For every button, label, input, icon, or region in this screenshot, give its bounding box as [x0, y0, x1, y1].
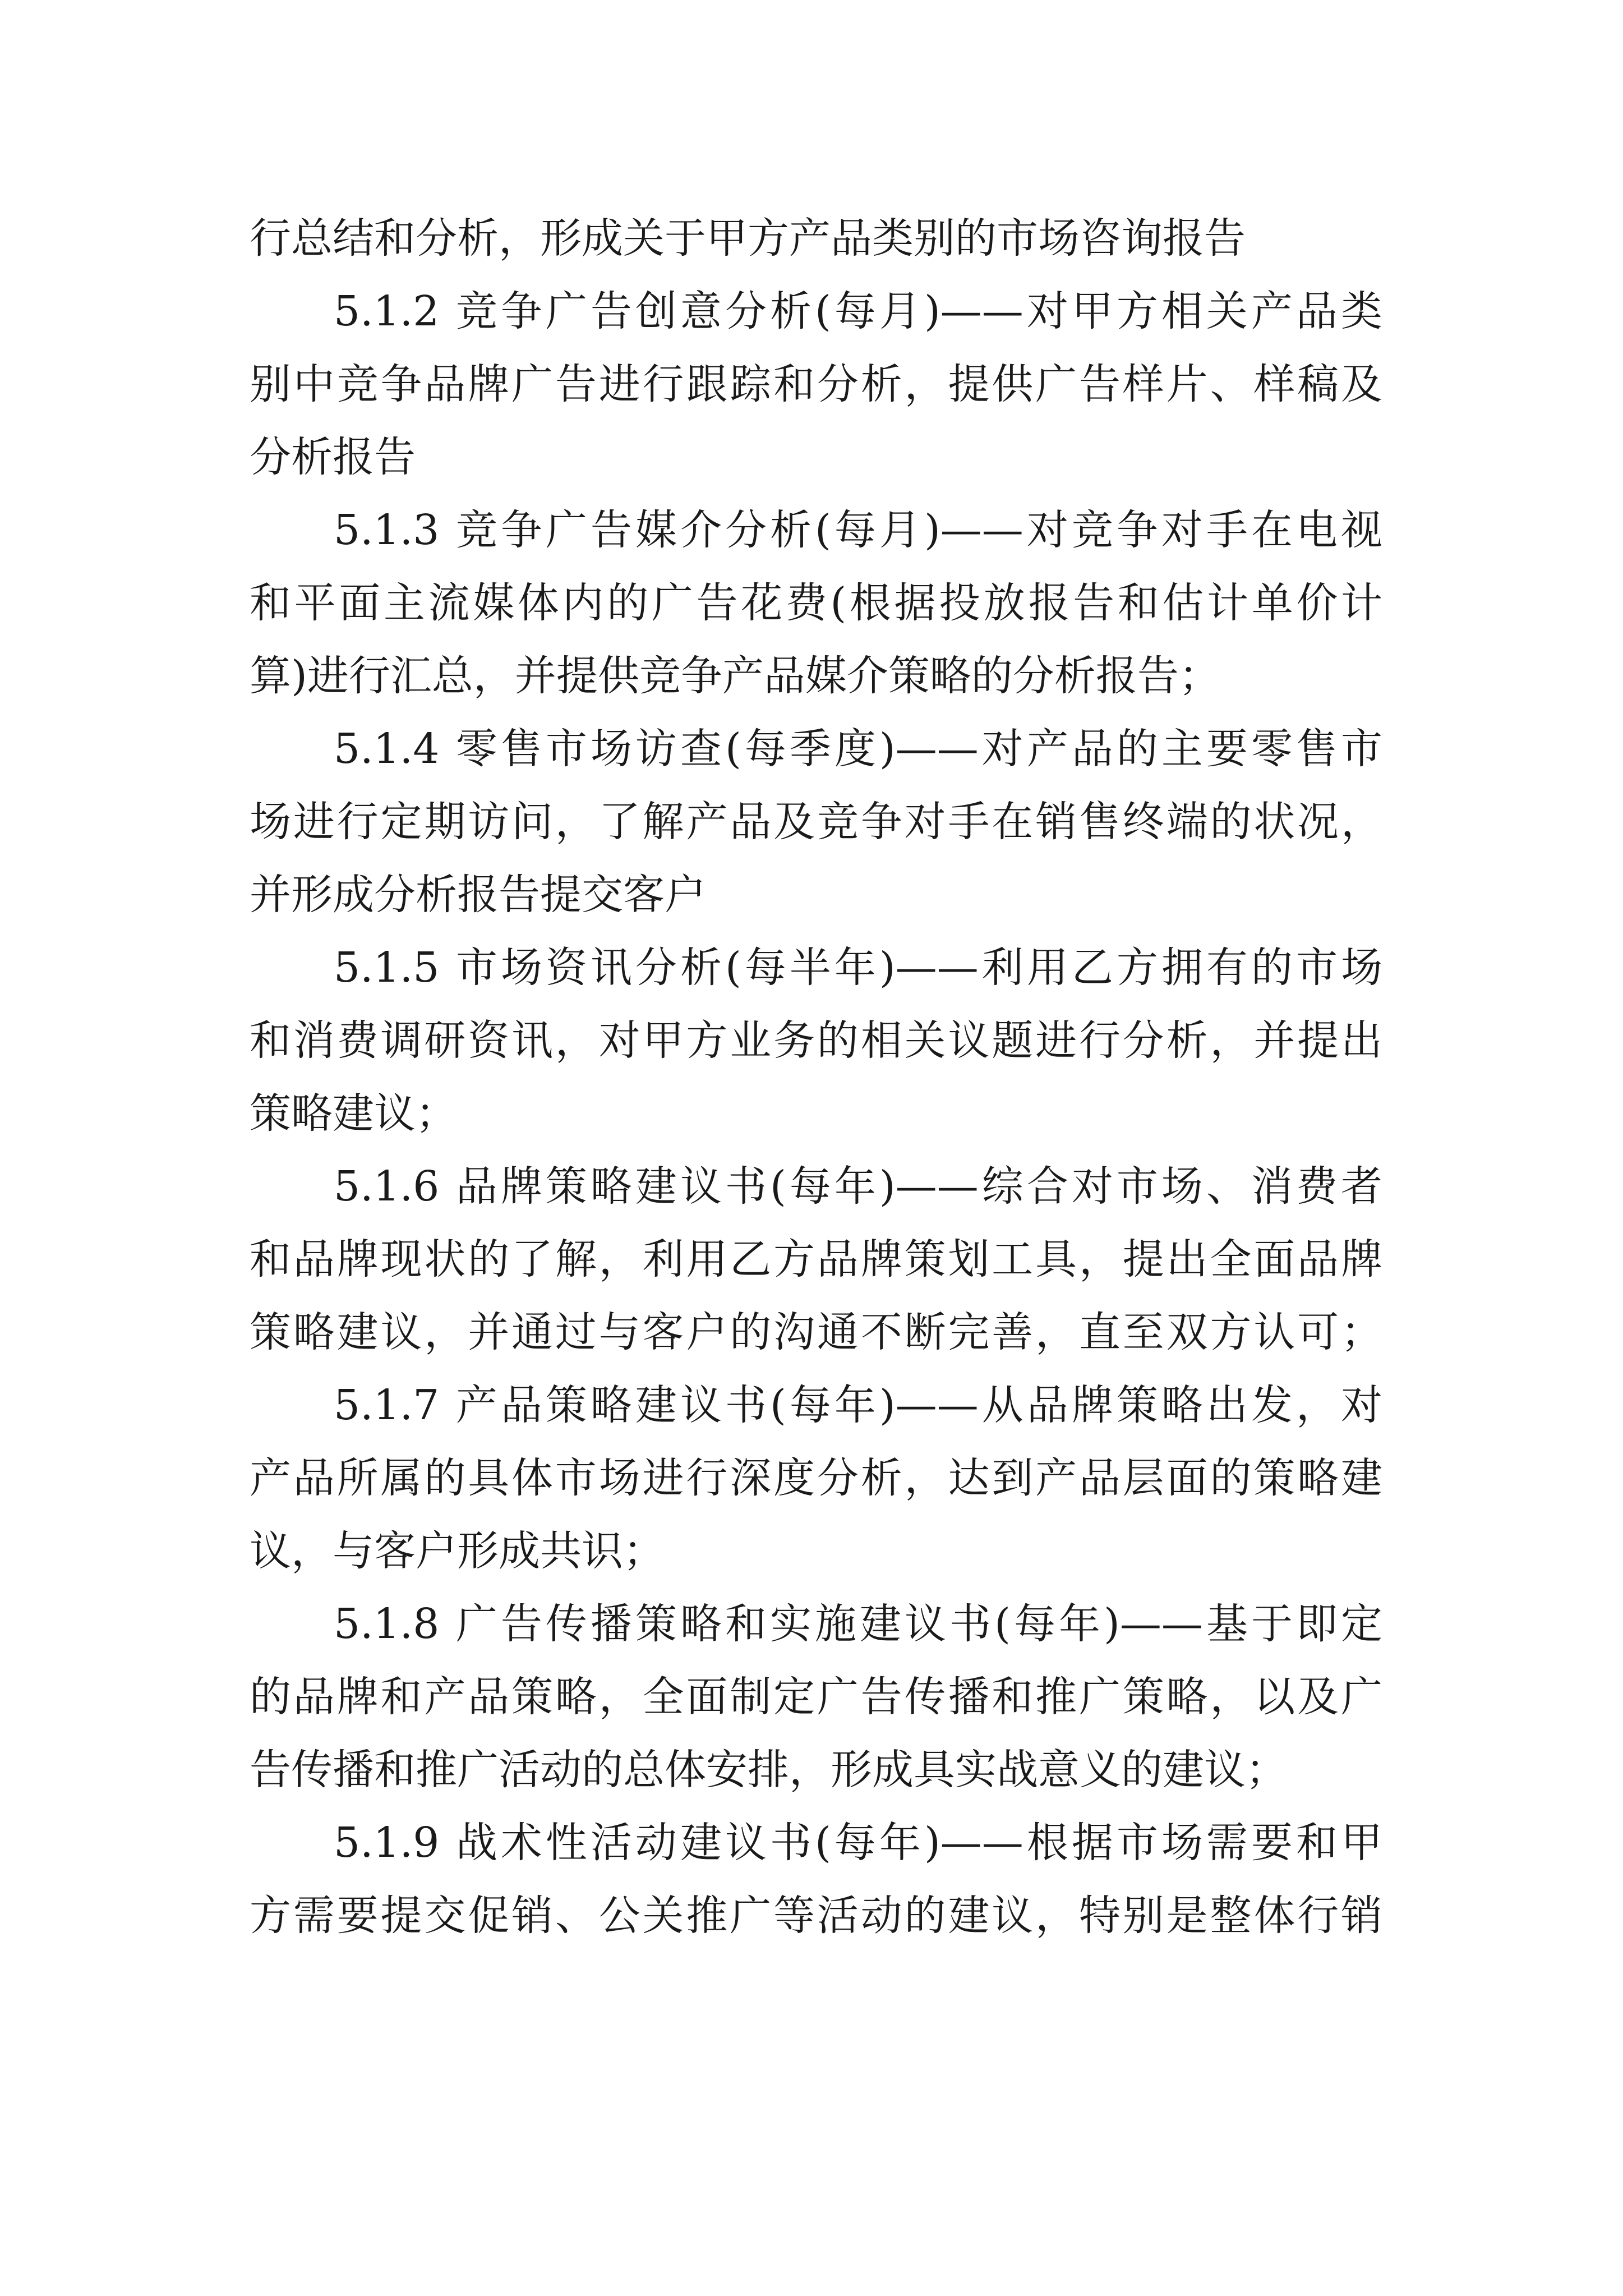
text-line: 算)进行汇总，并提供竞争产品媒介策略的分析报告；: [250, 652, 1220, 700]
section-heading-line: 5.1.5 市场资讯分析(每半年)——利用乙方拥有的市场: [334, 944, 1382, 992]
text-line: 和平面主流媒体内的广告花费(根据投放报告和估计单价计: [250, 579, 1382, 627]
section-heading-line: 5.1.7 产品策略建议书(每年)——从品牌策略出发，对: [334, 1381, 1382, 1429]
document-page: [250, 202, 1382, 1952]
text-line: 场进行定期访问，了解产品及竞争对手在销售终端的状况，: [250, 798, 1382, 846]
section-heading-line: 5.1.6 品牌策略建议书(每年)——综合对市场、消费者: [334, 1162, 1382, 1211]
section-heading-line: 5.1.2 竞争广告创意分析(每月)——对甲方相关产品类: [334, 287, 1382, 335]
section-heading-line: 5.1.4 零售市场访查(每季度)——对产品的主要零售市: [334, 725, 1382, 773]
text-line: 并形成分析报告提交客户: [250, 871, 706, 919]
text-line: 策略建议，并通过与客户的沟通不断完善，直至双方认可；: [250, 1308, 1382, 1356]
section-heading-line: 5.1.8 广告传播策略和实施建议书(每年)——基于即定: [334, 1600, 1382, 1648]
text-line: 产品所属的具体市场进行深度分析，达到产品层面的策略建: [250, 1454, 1382, 1502]
text-line: 策略建议；: [250, 1089, 457, 1138]
text-line: 和品牌现状的了解，利用乙方品牌策划工具，提出全面品牌: [250, 1235, 1382, 1283]
section-heading-line: 5.1.3 竞争广告媒介分析(每月)——对竞争对手在电视: [334, 506, 1382, 554]
section-heading-line: 5.1.9 战术性活动建议书(每年)——根据市场需要和甲: [334, 1819, 1382, 1867]
text-line: 分析报告: [250, 433, 416, 481]
text-line: 别中竞争品牌广告进行跟踪和分析，提供广告样片、样稿及: [250, 360, 1382, 408]
text-line: 的品牌和产品策略，全面制定广告传播和推广策略，以及广: [250, 1673, 1382, 1721]
text-line: 告传播和推广活动的总体安排，形成具实战意义的建议；: [250, 1746, 1287, 1794]
text-line: 议，与客户形成共识；: [250, 1527, 665, 1575]
text-line: 方需要提交促销、公关推广等活动的建议，特别是整体行销: [250, 1892, 1382, 1940]
text-line: 行总结和分析，形成关于甲方产品类别的市场咨询报告: [250, 214, 1246, 263]
text-line: 和消费调研资讯，对甲方业务的相关议题进行分析，并提出: [250, 1016, 1382, 1065]
